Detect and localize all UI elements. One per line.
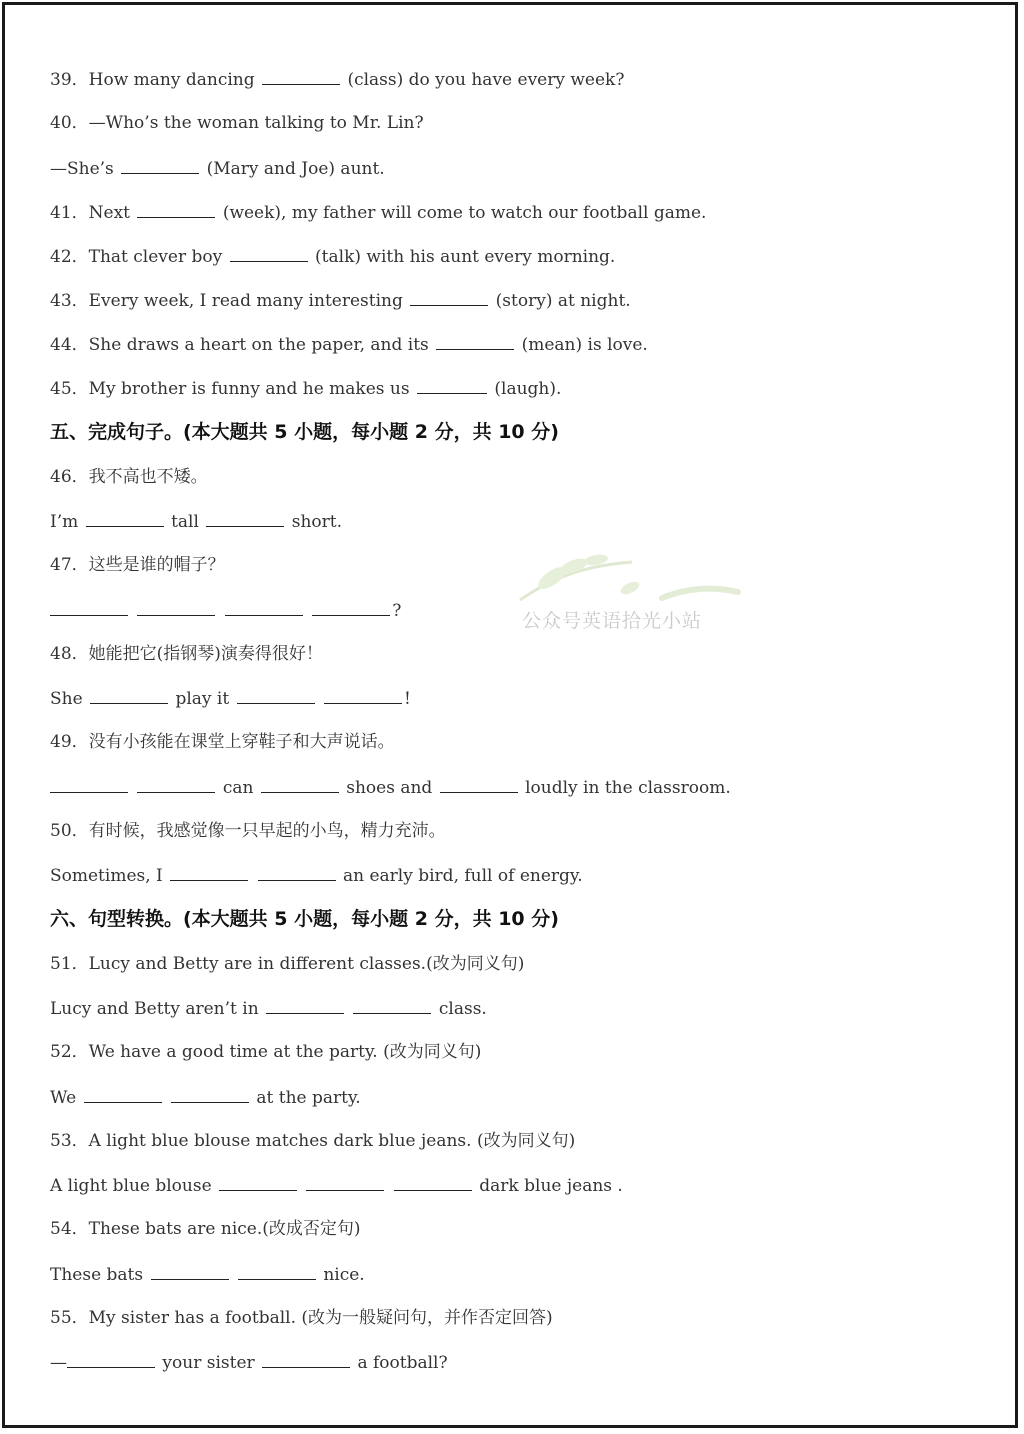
question-44-hint: (mean) is love.: [521, 335, 648, 355]
answer-blank[interactable]: [324, 687, 402, 704]
question-40: [50, 112, 424, 134]
watermark-text: 公众号英语拾光小站: [522, 610, 703, 632]
question-52: 52．We have a good time at the party. (改为同义句): [50, 1042, 482, 1062]
question-47-answer-line: [50, 599, 401, 622]
question-41-hint: (week), my father will come to watch our football game.: [222, 203, 707, 223]
question-40-hint: (Mary and Joe) aunt.: [206, 159, 385, 179]
question-39: [50, 68, 624, 91]
question-49-answer-line: [50, 776, 731, 799]
question-52-answer-line: [50, 1086, 361, 1109]
question-51: 51．Lucy and Betty are in different classes.(改为同义句): [50, 954, 525, 974]
answer-blank[interactable]: [266, 997, 344, 1014]
question-42-stem: 42．That clever boy: [50, 247, 223, 267]
question-43-stem: 43．Every week, I read many interesting: [50, 291, 403, 311]
question-46-answer-line: [50, 510, 342, 533]
answer-text: nice.: [323, 1265, 365, 1285]
question-44-stem: 44．She draws a heart on the paper, and its: [50, 335, 429, 355]
question-39-hint: (class) do you have every week?: [347, 70, 625, 90]
answer-text: A light blue blouse: [50, 1176, 212, 1196]
question-49: 49．没有小孩能在课堂上穿鞋子和大声说话。: [50, 732, 395, 752]
watermark: [508, 548, 748, 638]
answer-blank[interactable]: [121, 157, 199, 174]
answer-blank[interactable]: [237, 687, 315, 704]
answer-blank[interactable]: [225, 599, 303, 616]
answer-blank[interactable]: [137, 599, 215, 616]
answer-text: can: [222, 778, 254, 798]
answer-text: a football?: [357, 1353, 448, 1373]
answer-blank[interactable]: [137, 776, 215, 793]
answer-text: at the party.: [256, 1088, 361, 1108]
leaf-logo-icon: [512, 548, 742, 608]
answer-text: tall: [171, 512, 199, 532]
answer-blank[interactable]: [436, 333, 514, 350]
answer-text: !: [404, 689, 411, 709]
answer-blank[interactable]: [67, 1351, 155, 1368]
answer-text: We: [50, 1088, 77, 1108]
answer-blank[interactable]: [238, 1263, 316, 1280]
answer-text: your sister: [162, 1353, 255, 1373]
answer-blank[interactable]: [312, 599, 390, 616]
question-47: 47．这些是谁的帽子？: [50, 555, 225, 575]
question-51-answer-line: [50, 997, 487, 1020]
answer-blank[interactable]: [50, 776, 128, 793]
answer-blank[interactable]: [84, 1086, 162, 1103]
question-40-stem: 40．—Who’s the woman talking to Mr. Lin?: [50, 113, 424, 133]
question-48-answer-line: [50, 687, 411, 710]
answer-blank[interactable]: [170, 864, 248, 881]
question-41: [50, 201, 706, 224]
question-42: [50, 245, 615, 268]
question-45: [50, 377, 561, 400]
question-42-hint: (talk) with his aunt every morning.: [315, 247, 616, 267]
answer-blank[interactable]: [151, 1263, 229, 1280]
answer-text: an early bird, full of energy.: [342, 866, 583, 886]
answer-text: shoes and: [346, 778, 433, 798]
answer-blank[interactable]: [50, 599, 128, 616]
answer-blank[interactable]: [90, 687, 168, 704]
answer-text: She: [50, 689, 83, 709]
answer-blank[interactable]: [440, 776, 518, 793]
question-43-hint: (story) at night.: [495, 291, 631, 311]
question-45-hint: (laugh).: [494, 379, 562, 399]
question-50: 50．有时候，我感觉像一只早起的小鸟，精力充沛。: [50, 821, 446, 841]
question-54: 54．These bats are nice.(改成否定句): [50, 1219, 361, 1239]
answer-blank[interactable]: [261, 776, 339, 793]
answer-text: These bats: [50, 1265, 144, 1285]
question-53-answer-line: [50, 1174, 623, 1197]
question-45-stem: 45．My brother is funny and he makes us: [50, 379, 410, 399]
answer-blank[interactable]: [206, 510, 284, 527]
answer-blank[interactable]: [258, 864, 336, 881]
answer-blank[interactable]: [171, 1086, 249, 1103]
answer-blank[interactable]: [137, 201, 215, 218]
question-46: 46．我不高也不矮。: [50, 467, 208, 487]
answer-text: Sometimes, I: [50, 866, 163, 886]
answer-blank[interactable]: [306, 1174, 384, 1191]
answer-text: I’m: [50, 512, 79, 532]
section-6-heading: 六、句型转换。(本大题共 5 小题，每小题 2 分，共 10 分): [50, 908, 559, 930]
answer-blank[interactable]: [262, 1351, 350, 1368]
answer-blank[interactable]: [353, 997, 431, 1014]
answer-text: loudly in the classroom.: [525, 778, 731, 798]
answer-text: play it: [175, 689, 230, 709]
answer-text: short.: [291, 512, 342, 532]
answer-text: Lucy and Betty aren’t in: [50, 999, 259, 1019]
question-53: 53．A light blue blouse matches dark blue jeans. (改为同义句): [50, 1131, 576, 1151]
answer-blank[interactable]: [394, 1174, 472, 1191]
answer-blank[interactable]: [86, 510, 164, 527]
question-50-answer-line: [50, 864, 583, 887]
answer-text: ?: [392, 601, 402, 621]
question-55-answer-line: [50, 1351, 448, 1374]
question-55: 55．My sister has a football. (改为一般疑问句，并作否定回答): [50, 1308, 553, 1328]
answer-blank[interactable]: [219, 1174, 297, 1191]
answer-blank[interactable]: [230, 245, 308, 262]
answer-text: dark blue jeans .: [479, 1176, 623, 1196]
question-54-answer-line: [50, 1263, 365, 1286]
question-43: [50, 289, 631, 312]
answer-text: —: [50, 1353, 67, 1373]
question-41-stem: 41．Next: [50, 203, 130, 223]
answer-text: class.: [438, 999, 487, 1019]
question-40-response-start: —She’s: [50, 159, 114, 179]
answer-blank[interactable]: [410, 289, 488, 306]
question-44: [50, 333, 648, 356]
question-39-stem: 39．How many dancing: [50, 70, 255, 90]
answer-blank[interactable]: [417, 377, 487, 394]
question-40-response: [50, 157, 385, 180]
answer-blank[interactable]: [262, 68, 340, 85]
question-48: 48．她能把它(指钢琴)演奏得很好！: [50, 644, 323, 664]
section-5-heading: 五、完成句子。(本大题共 5 小题，每小题 2 分，共 10 分): [50, 421, 559, 443]
